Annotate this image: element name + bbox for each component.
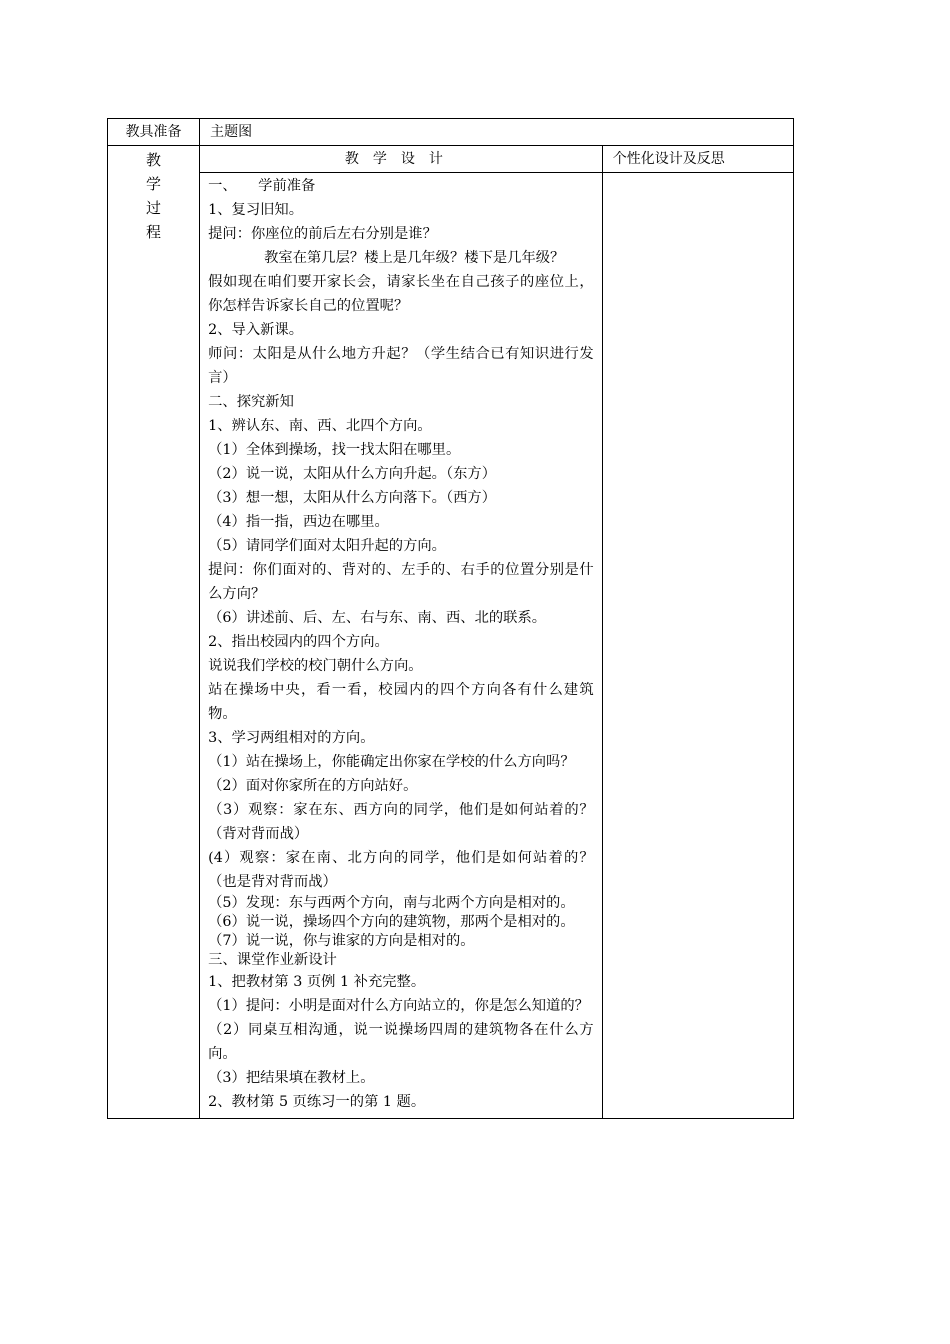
content-line: 2、指出校园内的四个方向。: [208, 634, 389, 650]
content-line: 提问：你座位的前后左右分别是谁？: [208, 226, 437, 242]
content-line: （5）请同学们面对太阳升起的方向。: [208, 538, 446, 554]
content-line: 1、复习旧知。: [208, 202, 304, 218]
content-line: 师问：太阳是从什么地方升起？（学生结合已有知识进行发言）: [208, 346, 594, 386]
content-line: （3）想一想，太阳从什么方向落下。（西方）: [208, 490, 497, 506]
content-line: （3）把结果填在教材上。: [208, 1070, 375, 1086]
content-line: （5）发现：东与西两个方向，南与北两个方向是相对的。: [208, 895, 575, 911]
process-label-char: 程: [146, 223, 162, 241]
content-line: 1、辨认东、南、西、北四个方向。: [208, 418, 432, 434]
content-line: 2、导入新课。: [208, 322, 304, 338]
content-line: （2）说一说，太阳从什么方向升起。（东方）: [208, 466, 497, 482]
lesson-plan-table: [107, 118, 794, 1119]
content-line: （7）说一说，你与谁家的方向是相对的。: [208, 933, 475, 949]
content-line: 3、学习两组相对的方向。: [208, 730, 375, 746]
design-header: 教学设计: [200, 146, 603, 173]
content-line: （2）面对你家所在的方向站好。: [208, 778, 418, 794]
process-label: [108, 146, 200, 1119]
content-line: 1、把教材第 3 页例 1 补充完整。: [208, 974, 426, 990]
content-line: 站在操场中央，看一看，校园内的四个方向各有什么建筑物。: [208, 682, 594, 722]
content-line: 二、探究新知: [208, 394, 294, 410]
process-label-char: 过: [146, 199, 162, 217]
content-line: 假如现在咱们要开家长会，请家长坐在自己孩子的座位上，你怎样告诉家长自己的位置呢？: [208, 274, 594, 314]
process-label-char: 教: [146, 151, 162, 169]
prep-row: [108, 119, 794, 146]
header-row: [108, 146, 794, 173]
content-line: （1）站在操场上，你能确定出你家在学校的什么方向吗？: [208, 754, 575, 770]
content-line: (4）观察：家在南、北方向的同学，他们是如何站着的？（也是背对背而战）: [208, 850, 594, 890]
content-line: （1）提问：小明是面对什么方向站立的，你是怎么知道的？: [208, 998, 589, 1014]
content-line: 一、 学前准备: [208, 178, 316, 194]
content-line: （1）全体到操场，找一找太阳在哪里。: [208, 442, 461, 458]
content-line: 提问：你们面对的、背对的、左手的、右手的位置分别是什么方向？: [208, 562, 594, 602]
content-line: 教室在第几层？楼上是几年级？楼下是几年级？: [264, 250, 565, 266]
content-line: 说说我们学校的校门朝什么方向。: [208, 658, 423, 674]
content-line: （4）指一指，西边在哪里。: [208, 514, 389, 530]
reflection-header: 个性化设计及反思: [602, 146, 793, 173]
reflection-content: [602, 173, 793, 1119]
content-row: [108, 173, 794, 1119]
content-line: （6）讲述前、后、左、右与东、南、西、北的联系。: [208, 610, 547, 626]
content-line: 2、教材第 5 页练习一的第 1 题。: [208, 1094, 426, 1110]
prep-label: 教具准备: [108, 119, 200, 146]
content-line: （3）观察：家在东、西方向的同学，他们是如何站着的？（背对背而战）: [208, 802, 594, 842]
content-line: （2）同桌互相沟通，说一说操场四周的建筑物各在什么方向。: [208, 1022, 594, 1062]
design-content: [200, 173, 603, 1119]
content-line: 三、课堂作业新设计: [208, 952, 337, 968]
content-line: （6）说一说，操场四个方向的建筑物，那两个是相对的。: [208, 914, 575, 930]
process-label-char: 学: [146, 175, 162, 193]
prep-value: 主题图: [200, 119, 794, 146]
